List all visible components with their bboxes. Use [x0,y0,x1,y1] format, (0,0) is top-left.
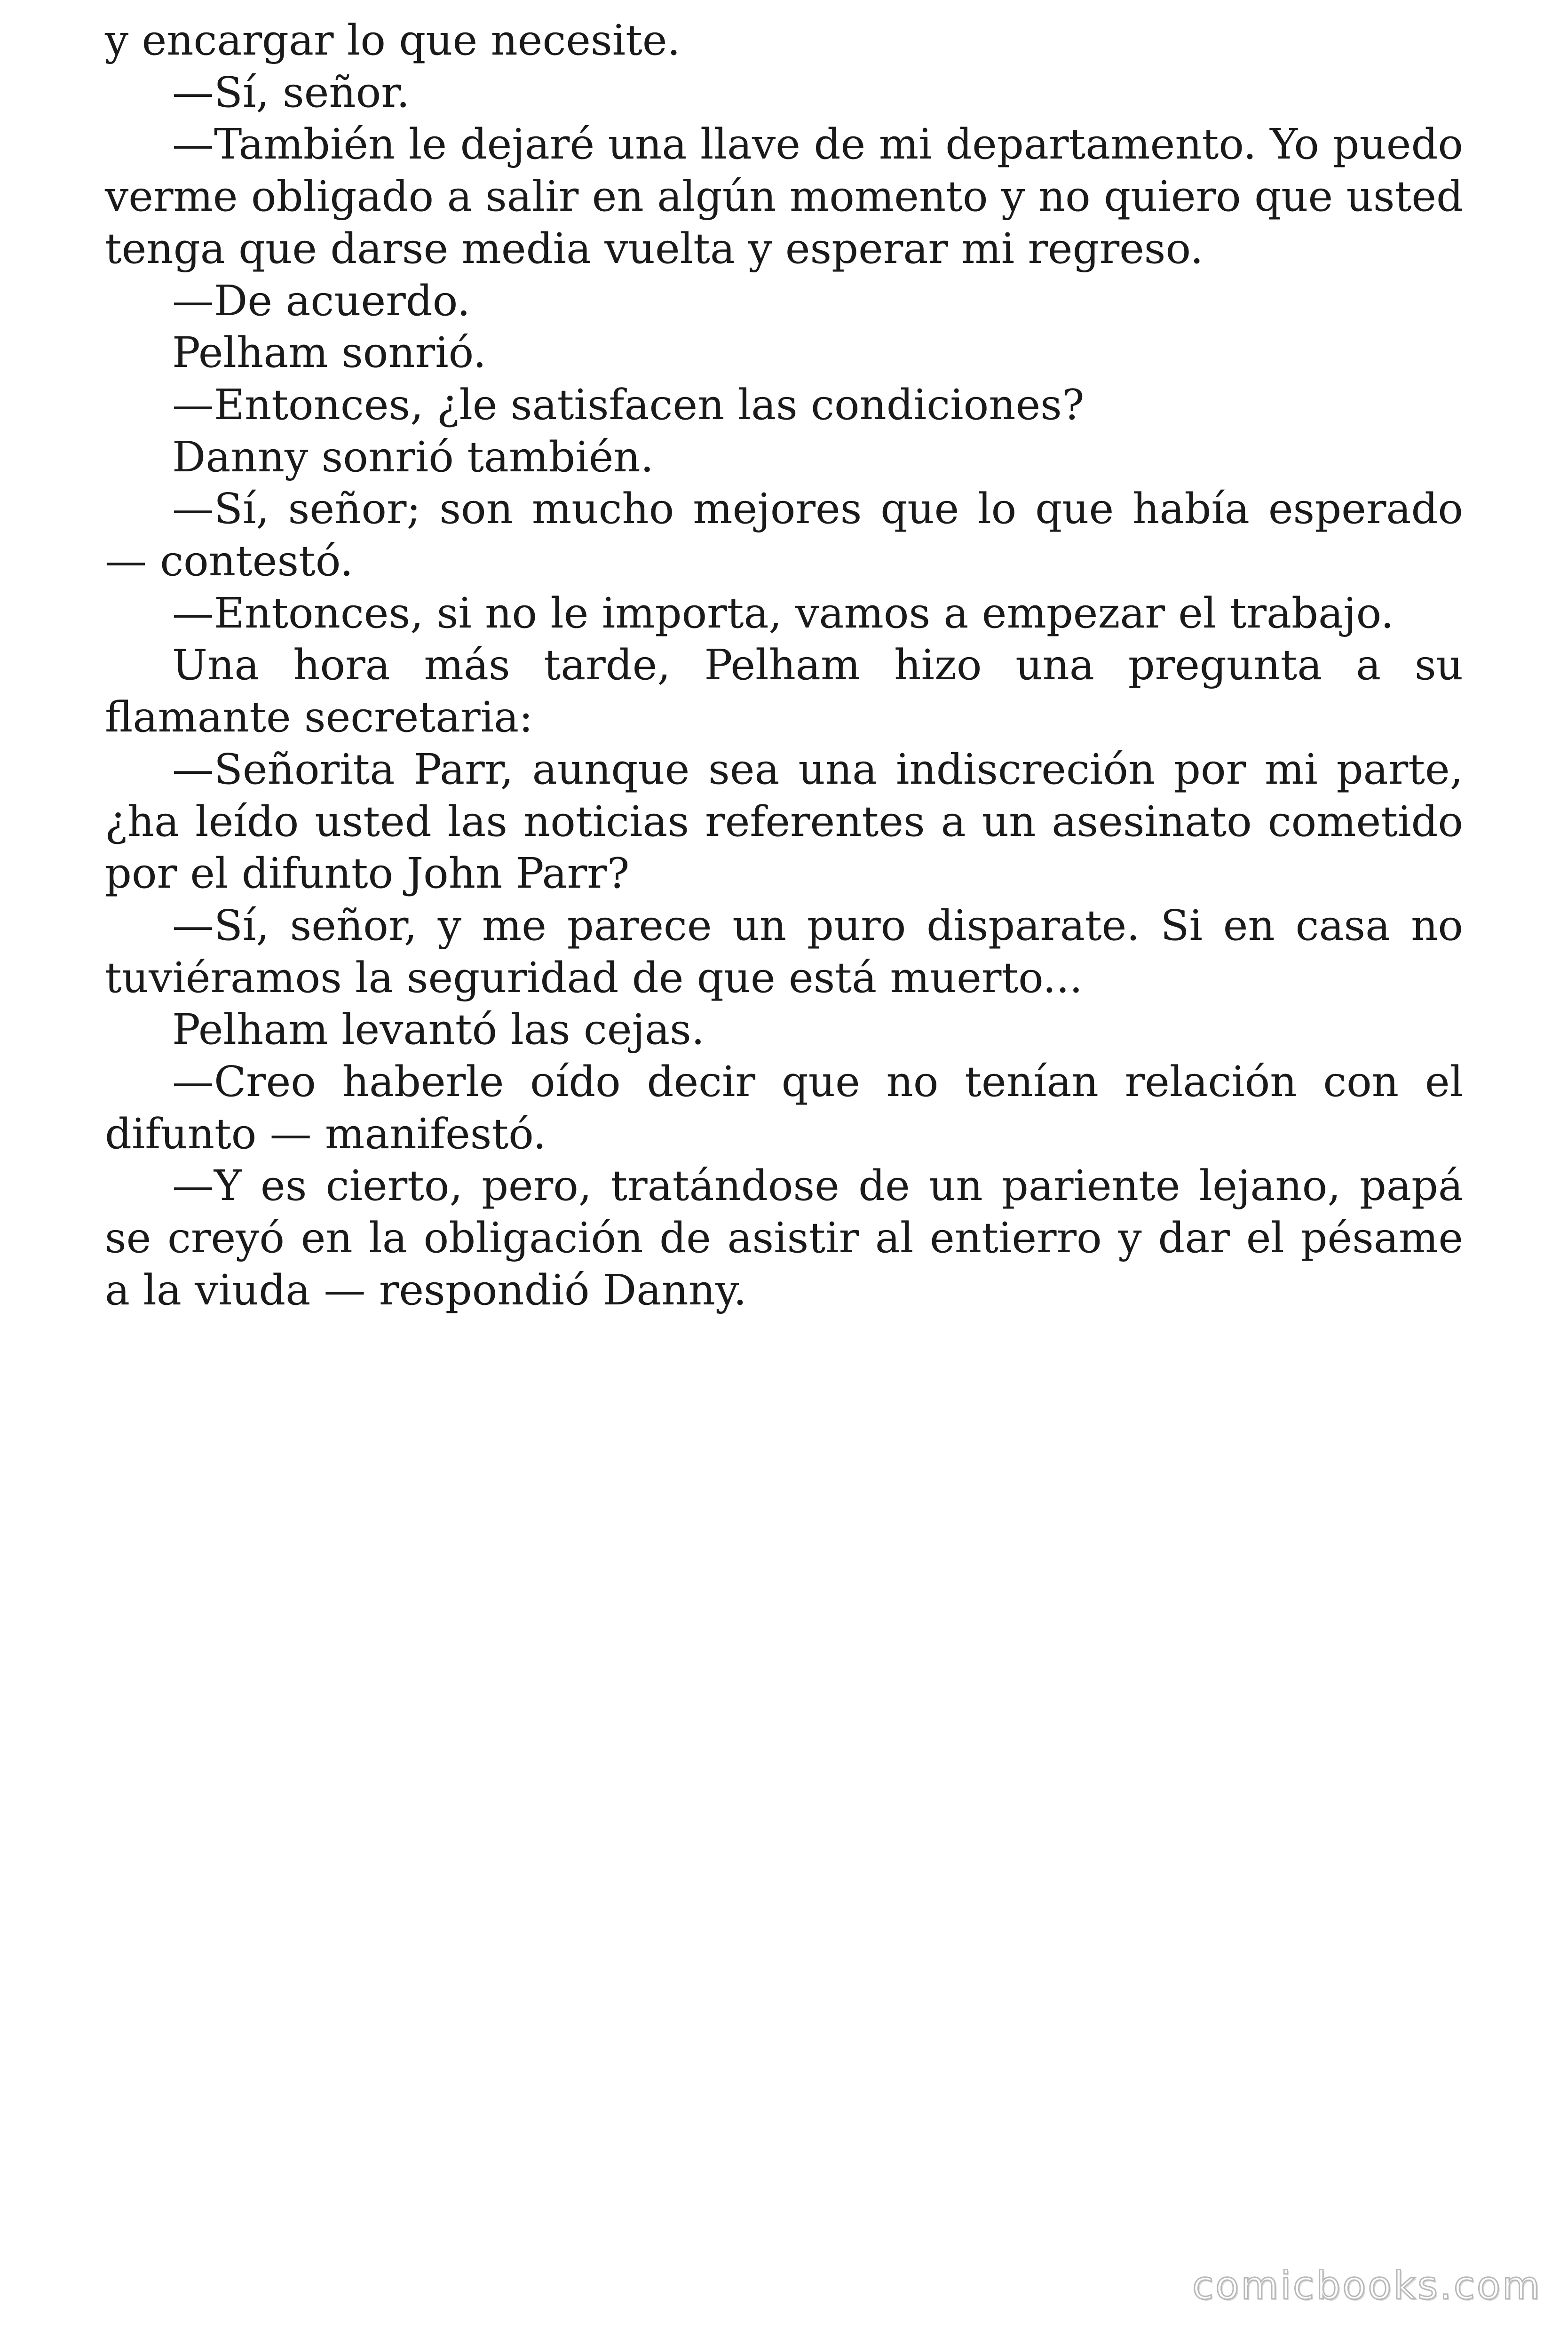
body-text [105,14,1463,1316]
watermark: comicbooks.com [1192,2264,1542,2308]
paragraph: Pelham levantó las cejas. [172,1005,705,1054]
paragraph: —Creo haberle oído decir que no tenían relación con el difunto — manifestó. [105,1057,1463,1158]
paragraph: —Entonces, ¿le satisfacen las condiciones? [172,380,1085,429]
paragraph: —También le dejaré una llave de mi departamento. Yo puedo verme obligado a salir en algún momento y no quiero que usted tenga que darse media vuelta y esperar mi regreso. [105,119,1463,273]
paragraph: —Sí, señor. [172,67,410,117]
paragraph: —Señorita Parr, aunque sea una indiscreción por mi parte, ¿ha leído usted las noticias referentes a un asesinato cometido por el difunto John Parr? [105,744,1463,898]
paragraph: —Entonces, si no le importa, vamos a empezar el trabajo. [172,588,1394,637]
paragraph: —Sí, señor; son mucho mejores que lo que había esperado — contestó. [105,484,1463,586]
paragraph: Danny sonrió también. [172,432,654,481]
paragraph: y encargar lo que necesite. [105,16,681,64]
paragraph: —De acuerdo. [172,276,471,325]
paragraph: —Sí, señor, y me parece un puro disparate. Si en casa no tuviéramos la seguridad de que está muerto... [105,900,1463,1002]
paragraph: Pelham sonrió. [172,328,486,377]
paragraph: —Y es cierto, pero, tratándose de un pariente lejano, papá se creyó en la obligación de asistir al entierro y dar el pésame a la viuda — respondió Danny. [105,1161,1463,1314]
paragraph: Una hora más tarde, Pelham hizo una pregunta a su flamante secretaria: [105,640,1463,742]
